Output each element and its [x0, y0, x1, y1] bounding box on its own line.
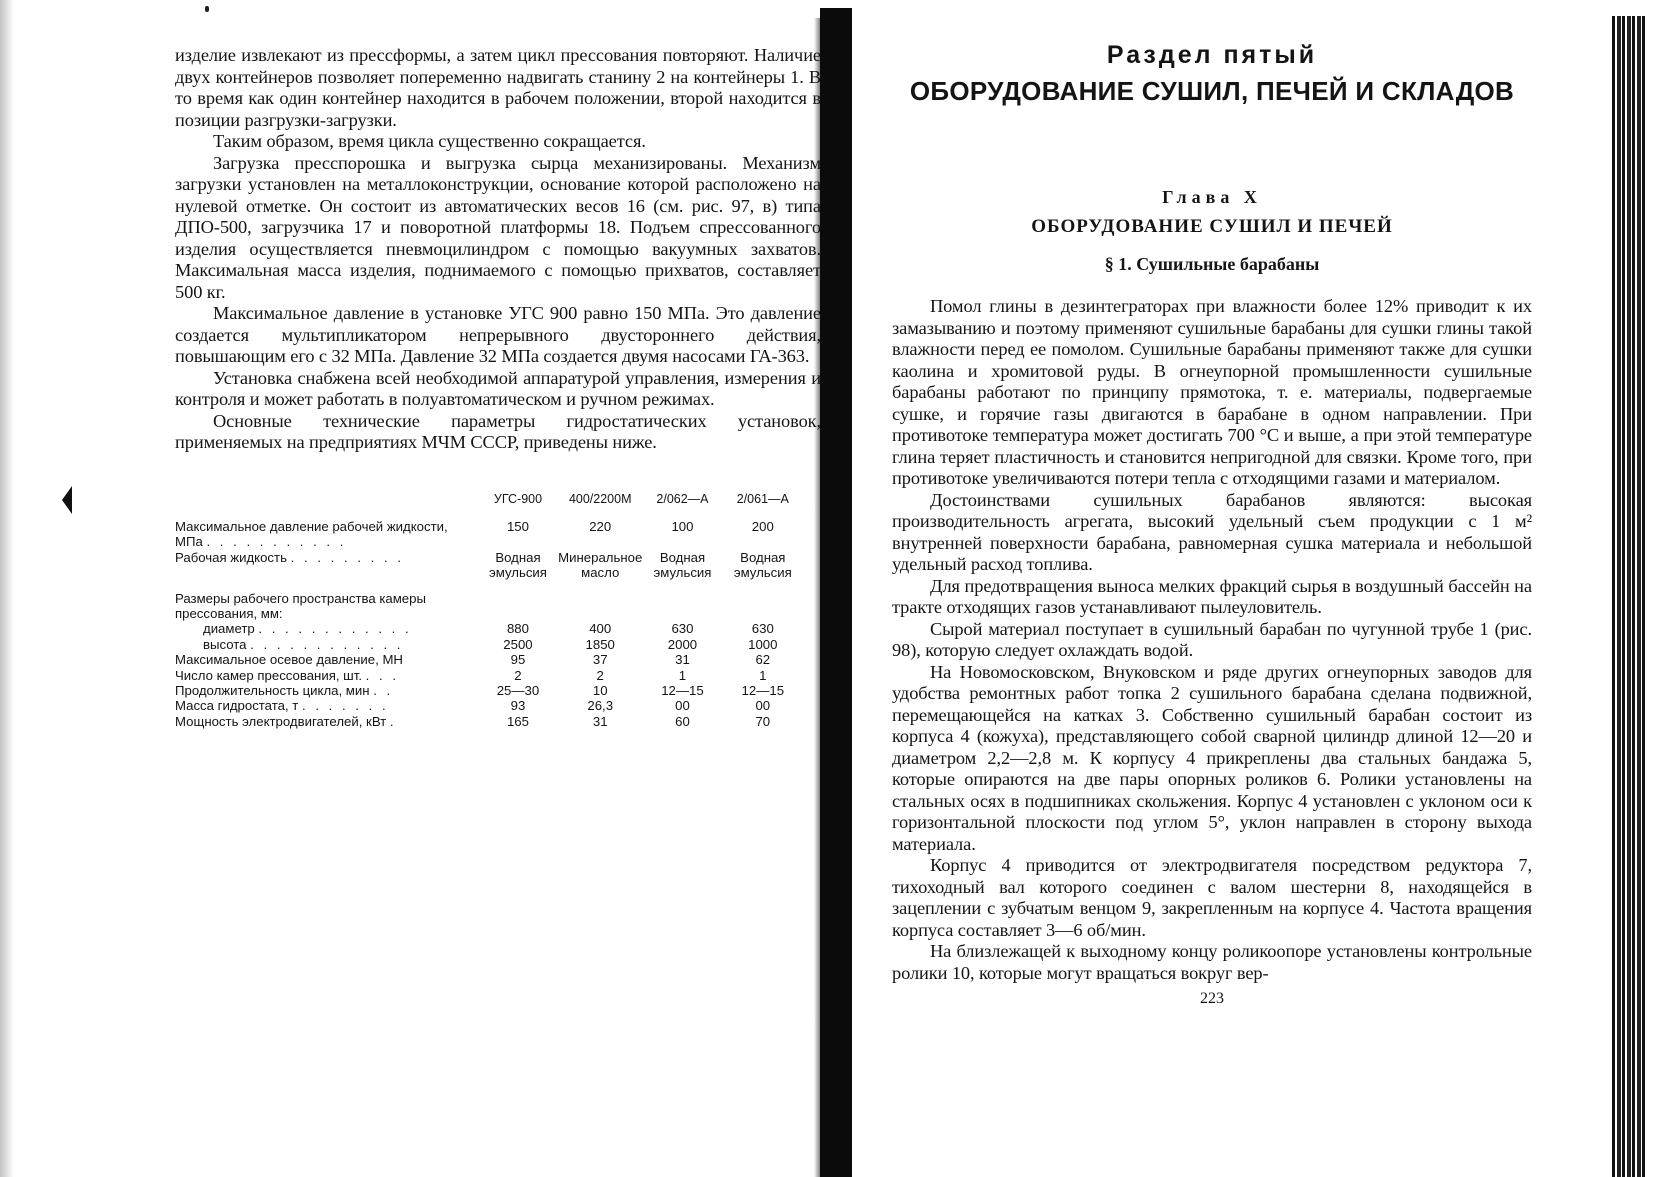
page-edge-right: [1612, 16, 1646, 1177]
table-row: [175, 668, 803, 683]
table-cell-parameter: [175, 652, 478, 667]
paragraph-title: § 1. Сушильные барабаны: [1104, 254, 1320, 274]
table-row: [175, 519, 803, 550]
parameter-label: Максимальное давление рабочей жидкости, МПа: [175, 518, 448, 550]
table-cell-value: Минеральное масло: [558, 549, 643, 581]
table-cell-value: 12—15: [741, 682, 785, 698]
table-cell-value: 31: [675, 652, 690, 668]
paragraph: Основные технические параметры гидростатических установок, применяемых на предприятиях МЧМ СССР, приведены ниже.: [175, 410, 821, 452]
dot-leaders: . . . . . . . . . . . .: [258, 621, 412, 637]
dot-leaders: . .: [373, 682, 394, 698]
parameter-label: Число камер прессования, шт.: [175, 667, 362, 683]
table-cell-parameter: [175, 714, 478, 729]
table-header-row: [175, 492, 803, 519]
table-cell-value: 2: [596, 667, 604, 683]
table-cell-value: 95: [510, 652, 526, 668]
table-cell-value: 1: [759, 667, 767, 683]
chapter-title: ОБОРУДОВАНИЕ СУШИЛ И ПЕЧЕЙ: [1031, 216, 1393, 237]
chapter-label: Глава X: [1162, 187, 1262, 207]
table-row: [175, 621, 803, 636]
paragraph: Достоинствами сушильных барабанов являются: высокая производительность агрегата, высокий удельный съем продукции с 1 м² внутренней поверхности барабана, равномерная сушка материала и небольшой удельный расход топлива.: [892, 489, 1532, 574]
dot-leaders: . . .: [365, 667, 399, 683]
table-cell-value: 2000: [667, 636, 698, 652]
table-column-header: 2/062—А: [656, 491, 709, 506]
paragraph: изделие извлекают из прессформы, а затем цикл прессования повторяют. Наличие двух контейнеров позволяет попеременно надвигать станину 2 на контейнеры 1. В то время как один контейнер находится в рабочем положении, второй находится в позиции разгрузки-загрузки.: [175, 45, 821, 130]
table-cell-value: 00: [675, 698, 690, 714]
table-cell-value: 1850: [585, 636, 615, 652]
table-cell-parameter: [175, 519, 478, 550]
table-column-header: 400/2200М: [568, 491, 632, 506]
table-cell-parameter: [175, 637, 478, 652]
page-shadow-left: [0, 0, 14, 1177]
table-cell-value: 630: [751, 621, 774, 637]
scan-speck: [205, 6, 209, 12]
dot-leaders: . . . . . . . . . . .: [206, 534, 347, 550]
table-cell-value: 70: [755, 713, 771, 729]
parameter-label: Продолжительность цикла, мин: [175, 682, 370, 698]
table-cell-value: 60: [675, 713, 690, 729]
table-cell-value: 37: [592, 652, 608, 668]
parameter-label: Мощность электродвигателей, кВт: [175, 713, 387, 729]
table-cell-parameter: [175, 683, 478, 698]
table-column-header: 2/061—А: [736, 491, 789, 506]
paragraph: Помол глины в дезинтеграторах при влажности более 12% приводит к их замазыванию и поэтому применяют сушильные барабаны для сушки глины такой влажности перед ее помолом. Сушильные барабаны применяют также для сушки каолина и хромитовой руды. В огнеупорной промышленности сушильные барабаны работают по принципу прямотока, т. е. материалы, подвергаемые сушке, и горячие газы двигаются в барабане в одном направлении. При противотоке температура может достигать 700 °С и выше, а при этой температуре глина теряет пластичность и становится непригодной для связки. Кроме того, при противотоке увеличиваются потери тепла с отходящими газами и материалом.: [892, 296, 1532, 488]
table-row: [175, 683, 803, 698]
table-cell-value: 165: [506, 713, 529, 729]
table-cell-value: 200: [751, 518, 774, 534]
paragraph: Максимальное давление в установке УГС 900 равно 150 МПа. Это давление создается мультипликатором непрерывного двустороннего действия, повышающим его с 32 МПа. Давление 32 МПа создается двумя насосами ГА-363.: [175, 303, 821, 366]
left-page-text: [175, 45, 821, 454]
table-row: [175, 698, 803, 713]
parameter-label: высота: [203, 636, 247, 652]
table-row: [175, 550, 803, 581]
paragraph: На близлежащей к выходному концу роликоопоре установлены контрольные ролики 10, которые могут вращаться вокруг вер-: [892, 941, 1532, 983]
dot-leaders: . . . . . . . . .: [290, 549, 404, 565]
table-row: [175, 714, 803, 729]
table-cell-value: 220: [589, 518, 612, 534]
section-title: ОБОРУДОВАНИЕ СУШИЛ, ПЕЧЕЙ И СКЛАДОВ: [909, 76, 1515, 106]
table-cell-parameter: [175, 621, 478, 636]
paragraph: Сырой материал поступает в сушильный барабан по чугунной трубе 1 (рис. 98), которую следует охлаждать водой.: [892, 618, 1532, 660]
paragraph: Таким образом, время цикла существенно сокращается.: [213, 131, 646, 151]
table-cell-value: [723, 581, 803, 622]
table-row: [175, 581, 803, 622]
parameter-label: Масса гидростата, т: [175, 698, 299, 714]
specifications-table: [175, 492, 803, 730]
table-cell-value: Водная эмульсия: [653, 549, 712, 581]
table-cell-parameter: [175, 581, 478, 622]
table-column-header: [175, 492, 478, 519]
table-cell-value: 93: [510, 698, 526, 714]
right-page: [892, 38, 1532, 1008]
margin-arrow-icon: [62, 486, 72, 514]
book-gutter: [820, 8, 852, 1177]
left-page: [175, 45, 821, 729]
table-cell-value: 880: [506, 621, 529, 637]
paragraph: Для предотвращения выноса мелких фракций сырья в воздушный бассейн на тракте отходящих газов устанавливают пылеуловитель.: [892, 575, 1532, 617]
table-cell-value: 2500: [503, 636, 533, 652]
paragraph: На Новомосковском, Внуковском и ряде других огнеупорных заводов для удобства ремонтных работ топка 2 сушильного барабана сделана подвижной, перемещающейся на катках 3. Собственно сушильный барабан состоит из корпуса 4 (кожуха), представляющего собой сварной цилиндр длиной 12—20 и диаметром 2,2—2,8 м. К корпусу 4 прикреплены два стальных бандажа 5, которые опираются на две пары опорных роликов 6. Ролики установлены на стальных осях в подшипниках скольжения. Корпус 4 установлен с уклоном оси к горизонтальной плоскости под углом 5°, уклон направлен в сторону выхода материала.: [892, 661, 1532, 854]
table-cell-value: 400: [589, 621, 612, 637]
table-cell-parameter: [175, 668, 478, 683]
table-cell-value: 1: [678, 667, 687, 683]
table-cell-value: Водная эмульсия: [489, 549, 547, 581]
table-cell-parameter: [175, 698, 478, 713]
table-cell-value: 150: [506, 518, 529, 534]
table-cell-value: [478, 581, 558, 622]
table-cell-value: [558, 581, 642, 622]
table-cell-value: [642, 581, 722, 622]
table-cell-value: 630: [671, 621, 694, 637]
table-row: [175, 637, 803, 652]
table-cell-value: 10: [592, 682, 608, 698]
page-number: 223: [1200, 990, 1224, 1007]
parameter-label: Максимальное осевое давление, МН: [175, 652, 403, 668]
section-label: Раздел пятый: [1106, 41, 1318, 69]
paragraph: Корпус 4 приводится от электродвигателя посредством редуктора 7, тихоходный вал которого соединен с валом шестерни 8, находящейся в зацеплении с зубчатым венцом 9, закрепленным на корпусе 4. Частота вращения корпуса составляет 3—6 об/мин.: [892, 855, 1532, 940]
dot-leaders: . . . . . . . . . . . .: [250, 636, 404, 652]
parameter-label: Размеры рабочего пространства камеры прессования, мм:: [175, 590, 426, 621]
table-row: [175, 652, 803, 667]
table-cell-parameter: [175, 550, 478, 581]
table-cell-value: Водная эмульсия: [733, 549, 792, 581]
table-cell-value: 31: [592, 713, 608, 729]
table-cell-value: 25—30: [496, 682, 540, 698]
table-cell-value: 62: [755, 652, 771, 668]
right-page-text: [892, 296, 1532, 984]
table-body: [175, 519, 803, 729]
table-cell-value: 1000: [748, 636, 778, 652]
paragraph: Загрузка пресспорошка и выгрузка сырца механизированы. Механизм загрузки установлен на металлоконструкции, основание которой расположено на нулевой отметке. Он состоит из автоматических весов 16 (см. рис. 97, в) типа ДПО-500, загрузчика 17 и поворотной платформы 18. Подъем спрессованного изделия осуществляется пневмоцилиндром с помощью вакуумных захватов. Максимальная масса изделия, поднимаемого с помощью прихватов, составляет 500 кг.: [175, 152, 821, 302]
table-cell-value: 12—15: [661, 682, 704, 698]
table-column-header: УГС-900: [493, 491, 543, 506]
parameter-label: Рабочая жидкость: [175, 549, 287, 565]
table-cell-value: 100: [671, 518, 694, 534]
table-cell-value: 00: [755, 698, 771, 714]
dot-leaders: .: [389, 713, 397, 729]
dot-leaders: . . . . . . .: [302, 698, 389, 714]
table-cell-value: 2: [514, 667, 522, 683]
paragraph: Установка снабжена всей необходимой аппаратурой управления, измерения и контроля и может работать в полуавтоматическом и ручном режимах.: [175, 367, 821, 409]
table-cell-value: 26,3: [587, 698, 614, 714]
parameter-label: диаметр: [203, 621, 255, 637]
